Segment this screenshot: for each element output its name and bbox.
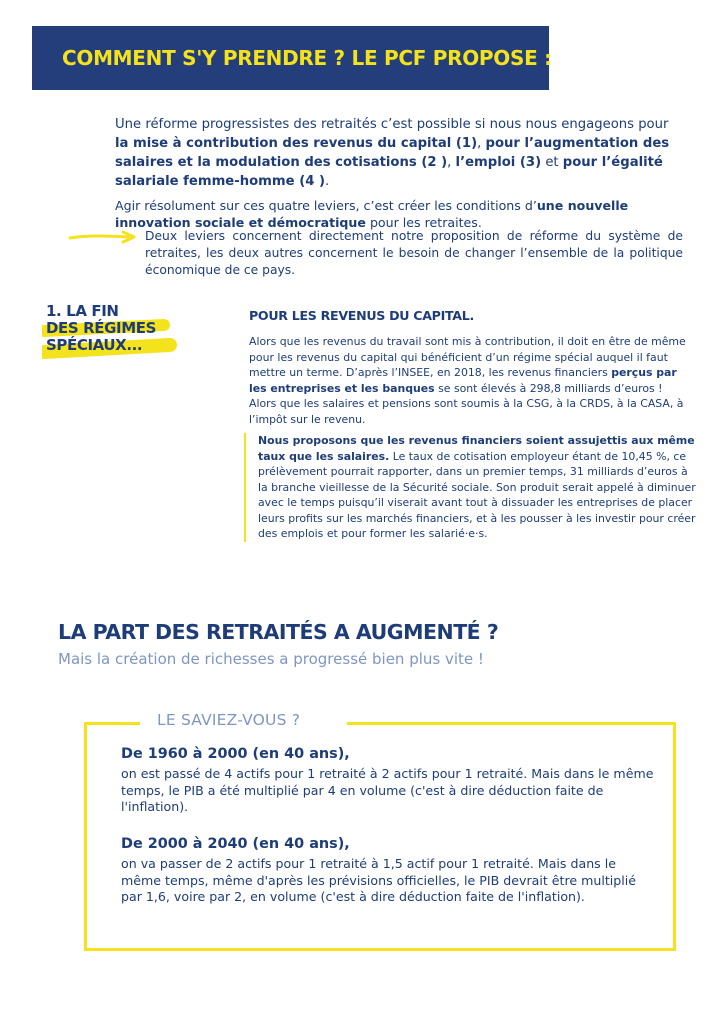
fact-text: on va passer de 2 actifs pour 1 retraité à 1,5 actif pour 1 retraité. Mais dans le même temps, même d'après les prévisions officielles, le PIB devrait être multiplié par 1,6, voire par 2, en volume (c'est à dire déduction faite de l'inflation). (121, 856, 637, 904)
text-run: , (477, 136, 486, 151)
page-title: COMMENT S'Y PRENDRE ? LE PCF PROPOSE : (62, 46, 552, 70)
fact-heading: De 2000 à 2040 (en 40 ans), (121, 836, 350, 852)
fact-item (121, 836, 656, 906)
capital-heading: POUR LES REVENUS DU CAPITAL. (249, 308, 474, 323)
levers-text: Deux leviers concernent directement notre proposition de réforme du système de retraites, les deux autres concernent le besoin de changer l’ensemble de la politique économique de ce pays. (145, 229, 683, 277)
intro-paragraph (115, 115, 685, 191)
intro-block (115, 115, 685, 231)
text-run: Alors que les revenus du travail sont mis à contribution, il doit en être de même pour les revenus du capital qui bénéficient d’un régime spécial auquel il faut mettre un terme. D’après l’INSEE, en 2018, les revenus financiers (249, 335, 686, 379)
emphasis-text: pour l’augmentation des salaires et la modulation des cotisations (2 ) (115, 136, 670, 170)
fact-heading: De 1960 à 2000 (en 40 ans), (121, 746, 350, 762)
section-title-line: DES RÉGIMES (46, 319, 156, 337)
info-box-label: LE SAVIEZ-VOUS ? (157, 711, 301, 729)
capital-block (249, 308, 687, 427)
proposal-paragraph (244, 433, 698, 542)
emphasis-text: pour l’égalité salariale femme-homme (4 ) (115, 155, 663, 189)
box-border-segment (84, 722, 140, 725)
text-run: Le taux de cotisation employeur étant de 10,45 %, ce prélèvement pourrait rapporter, dans un premier temps, 31 milliards d’euros à la branche vieillesse de la Sécurité sociale. Son produit serait appelé à diminuer avec le temps puisqu’il viserait avant tout à dissuader les entreprises de placer leurs profits sur les marchés financiers, et à les pousser à les investir pour créer des emplois et pour former les salarié·e·s. (258, 449, 696, 540)
section-title-block (46, 303, 181, 354)
fact-item (121, 746, 656, 816)
text-run: , (447, 155, 456, 170)
emphasis-text: la mise à contribution des revenus du capital (1) (115, 136, 478, 151)
levers-paragraph (115, 197, 685, 231)
box-border-segment (347, 722, 673, 725)
part-subheading: Mais la création de richesses a progressé bien plus vite ! (58, 650, 484, 668)
capital-paragraph (249, 334, 687, 427)
text-run: pour les retraites. (365, 215, 482, 230)
section-title (46, 303, 181, 354)
emphasis-text: une nouvelle innovation sociale et démocratique (115, 198, 629, 230)
text-run: et (541, 155, 563, 170)
text-run: Une réforme progressistes des retraités c’est possible si nous nous engageons pour (115, 117, 669, 132)
emphasis-text: perçus par les entreprises et les banques (249, 366, 677, 395)
part-heading: LA PART DES RETRAITÉS A AUGMENTÉ ? (58, 620, 499, 644)
text-run: . (325, 174, 330, 189)
section-title-line: 1. LA FIN (46, 302, 119, 320)
fact-text: on est passé de 4 actifs pour 1 retraité à 2 actifs pour 1 retraité. Mais dans le même temps, le PIB a été multiplié par 4 en volume (c'est à dire déduction faite de l'inflation). (121, 766, 654, 814)
emphasis-text: l’emploi (3) (455, 155, 542, 170)
text-run: se sont élevés à 298,8 milliards d’euros ! Alors que les salaires et pensions sont soumis à la CSG, à la CRDS, à la CASA, à l’impôt sur le revenu. (249, 381, 684, 426)
arrow-icon (68, 230, 142, 244)
section-title-line: SPÉCIAUX... (46, 336, 143, 354)
text-run: Agir résolument sur ces quatre leviers, c’est créer les conditions d’ (115, 198, 537, 213)
emphasis-text: Nous proposons que les revenus financiers soient assujettis aux même taux que les salaires. (258, 434, 695, 463)
header-banner (32, 26, 552, 90)
